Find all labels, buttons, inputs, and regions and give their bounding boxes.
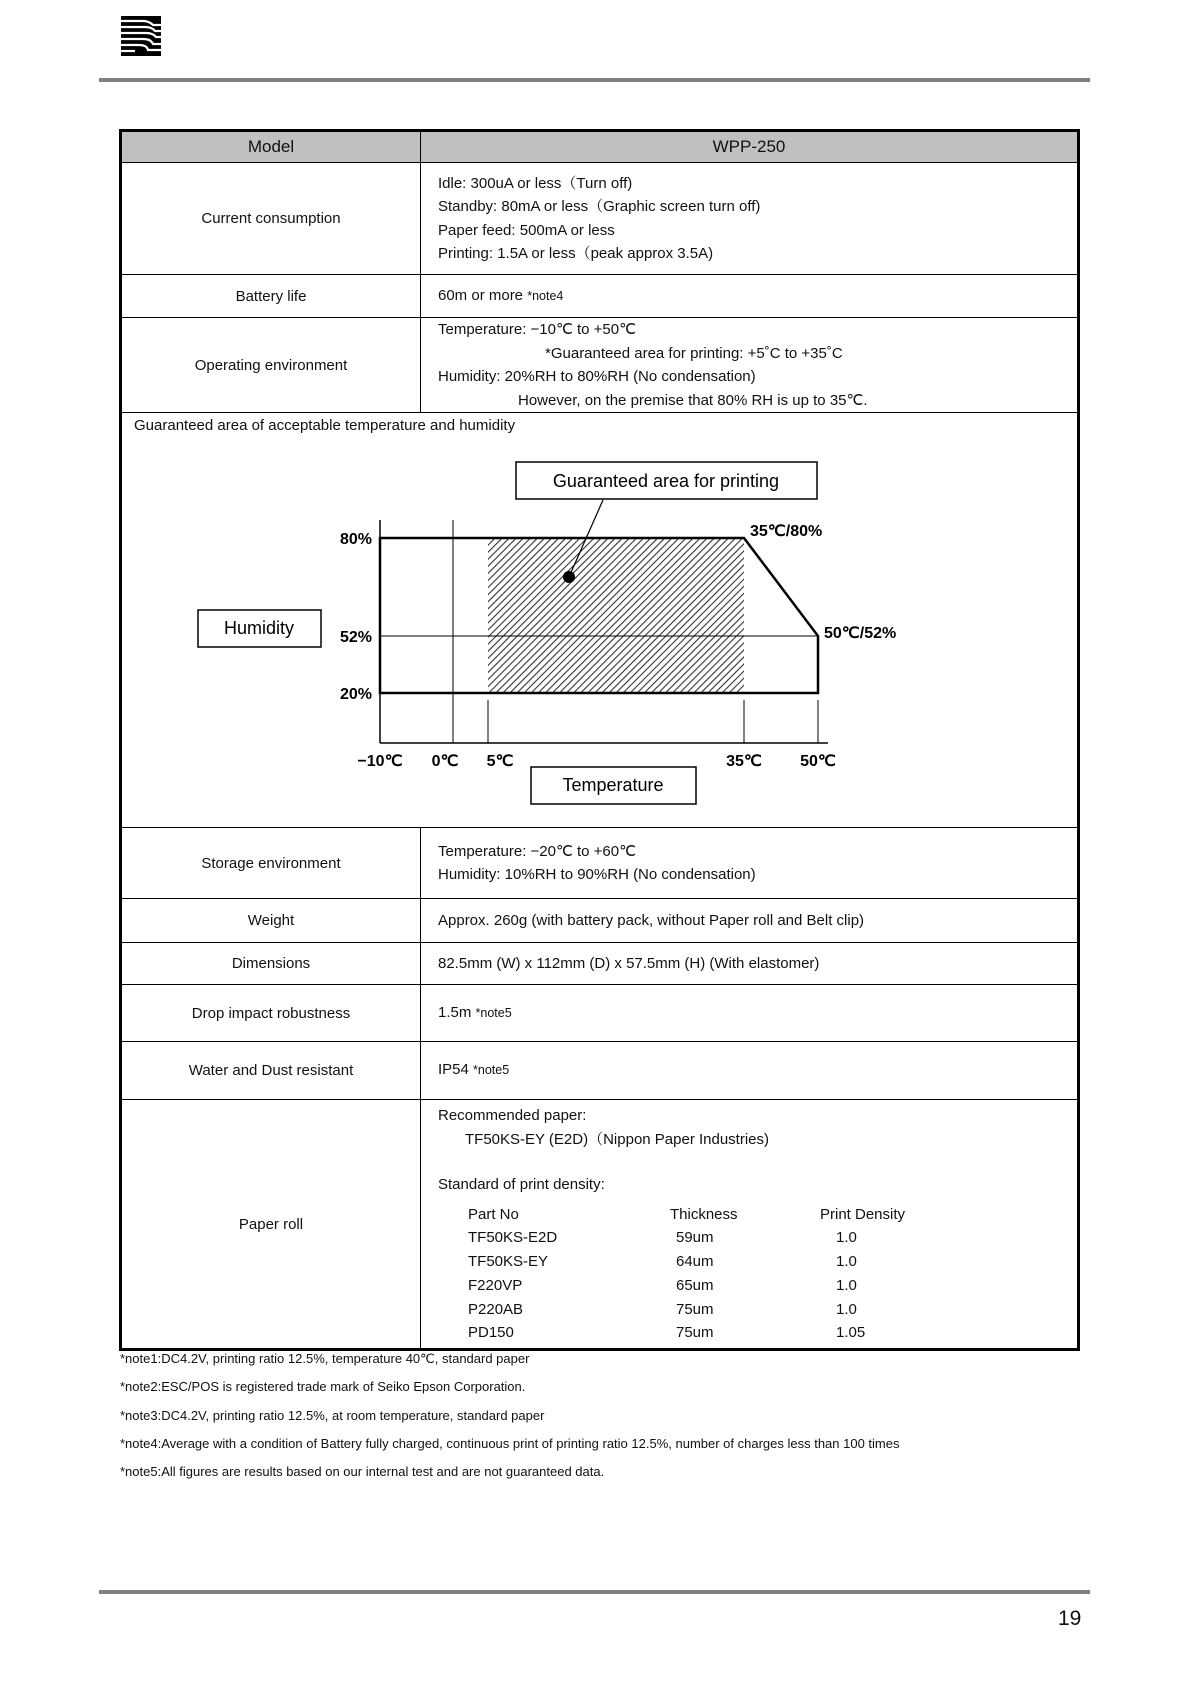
print-density: 1.0 xyxy=(836,1253,857,1271)
row-label: Weight xyxy=(121,899,421,943)
row-label: Water and Dust resistant xyxy=(121,1042,421,1100)
note-ref: *note5 xyxy=(475,1005,512,1020)
column-header: Thickness xyxy=(670,1205,738,1223)
thickness: 75um xyxy=(676,1324,714,1342)
line: Humidity: 20%RH to 80%RH (No condensation) xyxy=(438,368,756,385)
chart-title: Guaranteed area of acceptable temperature and humidity xyxy=(121,413,1079,828)
thickness: 64um xyxy=(676,1253,714,1271)
value: IP54 xyxy=(438,1061,474,1079)
y-tick-label: 52% xyxy=(339,629,372,646)
print-density: 1.0 xyxy=(836,1229,857,1247)
x-tick-label: 0℃ xyxy=(431,753,459,770)
x-axis-label: Temperature xyxy=(562,775,664,795)
row-label: Drop impact robustness xyxy=(121,985,421,1042)
part-no: TF50KS-E2D xyxy=(468,1229,558,1247)
print-density: 1.05 xyxy=(836,1324,866,1342)
y-tick-label: 80% xyxy=(339,531,372,548)
thickness: 65um xyxy=(676,1276,714,1294)
recommended-title: Recommended paper: xyxy=(438,1107,587,1124)
density-title: Standard of print density: xyxy=(438,1176,605,1193)
column-header: Print Density xyxy=(820,1205,906,1223)
x-tick-label: −10℃ xyxy=(357,753,403,770)
part-no: F220VP xyxy=(468,1276,523,1294)
annotation-35c-80: 35℃/80% xyxy=(750,523,823,540)
column-header: Part No xyxy=(468,1205,519,1223)
x-tick-label: 35℃ xyxy=(726,753,762,770)
part-no: PD150 xyxy=(468,1324,514,1342)
value: Approx. 260g (with battery pack, without Paper roll and Belt clip) xyxy=(421,899,1079,943)
line: However, on the premise that 80% RH is up to 35℃. xyxy=(518,391,868,409)
recommended-paper: TF50KS-EY (E2D)（Nippon Paper Industries) xyxy=(465,1130,770,1148)
row-label: Storage environment xyxy=(121,828,421,899)
annotation-50c-52: 50℃/52% xyxy=(824,625,897,642)
x-tick-label: 5℃ xyxy=(486,753,514,770)
line: Temperature: −10℃ to +50℃ xyxy=(438,321,636,338)
footnote: *note2:ESC/POS is registered trade mark of Seiko Epson Corporation. xyxy=(120,1379,526,1395)
row-label: Paper roll xyxy=(121,1100,421,1350)
row-label: Dimensions xyxy=(121,943,421,985)
line: Paper feed: 500mA or less xyxy=(438,221,615,239)
row-label: Operating environment xyxy=(121,318,421,413)
thickness: 59um xyxy=(676,1229,714,1247)
chart-title-label: Guaranteed area for printing xyxy=(552,471,780,491)
row-label: Battery life xyxy=(121,275,421,318)
line: Standby: 80mA or less（Graphic screen turn off) xyxy=(438,198,761,215)
value: 60m or more xyxy=(438,286,528,304)
printing-area xyxy=(488,538,744,693)
note-ref: *note4 xyxy=(527,288,564,303)
value: 1.5m xyxy=(438,1003,476,1021)
note-ref: *note5 xyxy=(473,1063,510,1078)
print-density: 1.0 xyxy=(836,1276,857,1294)
y-axis-label: Humidity xyxy=(223,618,295,638)
thickness: 75um xyxy=(676,1300,714,1318)
line: Humidity: 10%RH to 90%RH (No condensation) xyxy=(438,866,756,883)
value: 82.5mm (W) x 112mm (D) x 57.5mm (H) (With elastomer) xyxy=(421,943,1079,985)
part-no: TF50KS-EY xyxy=(468,1253,549,1271)
row-label: Current consumption xyxy=(121,163,421,275)
footnote: *note4:Average with a condition of Battery fully charged, continuous print of printing ratio 12.5%, number of charges less than 100 times xyxy=(120,1435,900,1451)
print-density: 1.0 xyxy=(836,1300,857,1318)
pointer-dot xyxy=(563,571,575,583)
line: Idle: 300uA or less（Turn off) xyxy=(438,174,633,192)
footnote: *note5:All figures are results based on our internal test and are not guaranteed data. xyxy=(120,1464,605,1480)
model-value: WPP-250 xyxy=(421,131,1079,163)
line: *Guaranteed area for printing: +5˚C to +35˚C xyxy=(545,344,843,362)
line: Printing: 1.5A or less（peak approx 3.5A) xyxy=(438,245,714,262)
footnote: *note1:DC4.2V, printing ratio 12.5%, temperature 40℃, standard paper xyxy=(120,1351,530,1366)
page-number: 19 xyxy=(1058,1607,1082,1630)
footnote: *note3:DC4.2V, printing ratio 12.5%, at room temperature, standard paper xyxy=(120,1407,545,1423)
y-tick-label: 20% xyxy=(339,686,372,703)
model-label: Model xyxy=(121,131,421,163)
x-tick-label: 50℃ xyxy=(800,753,836,770)
part-no: P220AB xyxy=(468,1300,524,1318)
line: Temperature: −20℃ to +60℃ xyxy=(438,842,636,860)
